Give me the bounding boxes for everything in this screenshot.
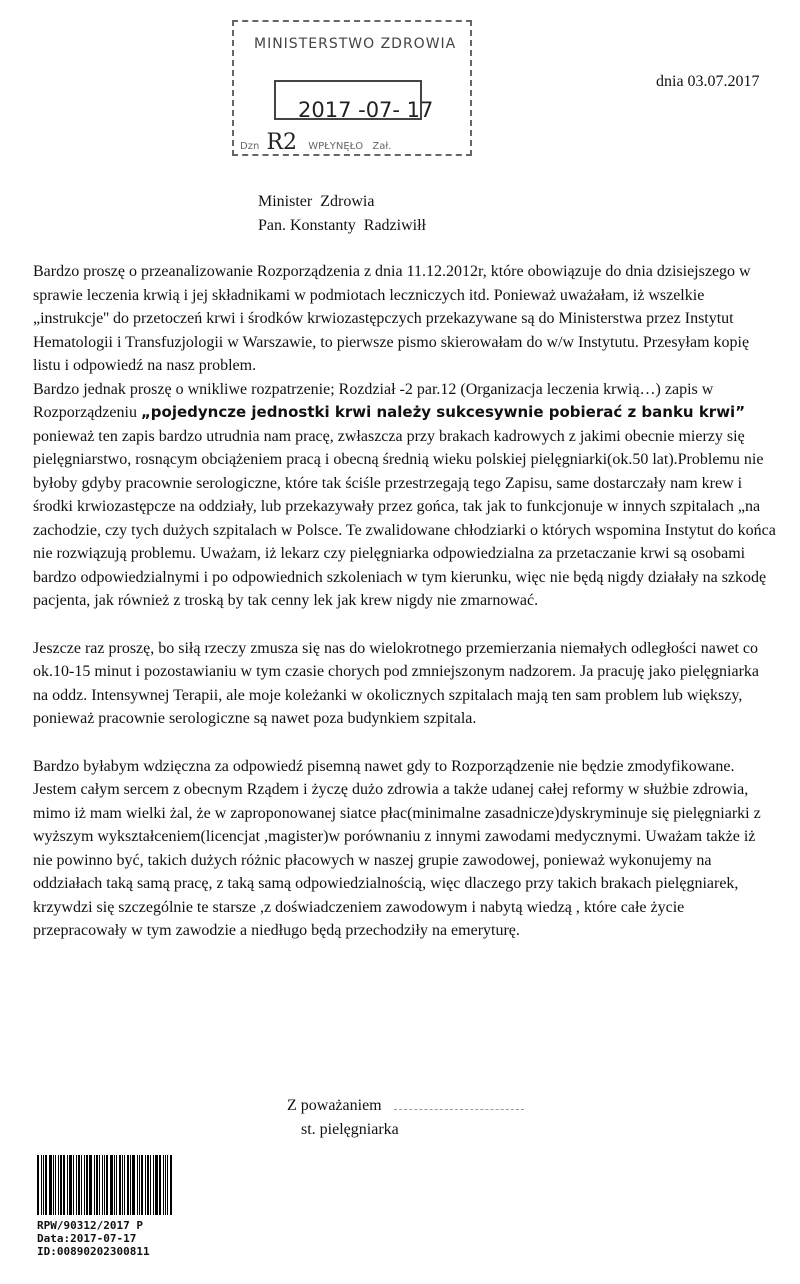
stamp-footer-label: Dzn — [240, 141, 260, 152]
redacted-name — [394, 1099, 524, 1110]
barcode-date: Data:2017-07-17 — [37, 1232, 137, 1245]
closing-title: st. pielęgniarka — [301, 1121, 399, 1138]
paragraph-gap — [33, 731, 778, 755]
barcode-bar — [170, 1155, 172, 1215]
closing-line-2 — [287, 1118, 524, 1142]
barcode-bar — [69, 1155, 72, 1215]
barcode-bar — [53, 1155, 54, 1215]
barcode-bar — [94, 1155, 95, 1215]
barcode-bar — [76, 1155, 77, 1215]
addressee-line-1: Minister Zdrowia — [258, 193, 375, 210]
barcode-bar — [155, 1155, 158, 1215]
barcode-bar — [78, 1155, 80, 1215]
barcode-bar — [55, 1155, 56, 1215]
addressee-block — [258, 190, 426, 238]
letter-body — [33, 260, 778, 943]
barcode-bar — [104, 1155, 105, 1215]
stamp-footer-received: WPŁYNĘŁO — [308, 141, 364, 152]
barcode-bar — [49, 1155, 52, 1215]
barcode-bar — [37, 1155, 39, 1215]
barcode-bar — [106, 1155, 108, 1215]
stamp-footer-attachment: Zał. — [372, 141, 392, 152]
barcode-bar — [127, 1155, 129, 1215]
registry-barcode — [37, 1155, 237, 1258]
barcode-bar — [150, 1155, 151, 1215]
barcode-bar — [119, 1155, 121, 1215]
barcode-bar — [167, 1155, 168, 1215]
barcode-bar — [139, 1155, 140, 1215]
barcode-bar — [102, 1155, 103, 1215]
paragraph-2-end: ponieważ ten zapis bardzo utrudnia nam pracę, zwłaszcza przy brakach kadrowych z jakimi obecnie mierzy się pielęgniarstwo, rosnącym obciążeniem pracą i obecną średnią wieku polskiej pielęgniarki(ok.50 lat).Problemu nie byłoby gdyby pracownie serologiczne, które tak ściśle przestrzegają tego Zapisu, same dostarczały nam krew i środki krwiozastępcze na oddziały, lub przekazywały przez gońca, tak jak to funkcjonuje w innych szpitalach „na zachodzie, czy tych dużych szpitalach w Polsce. Te zwalidowane chłodziarki o których wspomina Instytut do końca nie rozwiązują problemu. Uważam, iż lekarz czy pielęgniarka odpowiedzialna za przetaczanie krwi są osobami bardzo odpowiedzialnymi i po odpowiednich szkoleniach w tym kierunku, więc nie będą nigdy działały na szkodę pacjenta, jak również z troską by tak cenny lek jak krew nigdy nie zmarnować. — [33, 427, 776, 609]
quoted-regulation: „pojedyncze jednostki krwi należy sukcesywnie pobierać z banku krwi” — [140, 403, 746, 421]
stamp-date: 2017 -07- 17 — [298, 98, 434, 122]
barcode-bar — [132, 1155, 135, 1215]
paragraph-1: Bardzo proszę o przeanalizowanie Rozporządzenia z dnia 11.12.2012r, które obowiązuje do dnia dzisiejszego w sprawie leczenia krwią i jej składnikami w podmiotach leczniczych itd. Ponieważ uważałam, iż wszelkie „instrukcje'' do przetoczeń krwi i środków krwiozastępczych przekazywane są do Ministerstwa przez Instytut Hematologii i Transfuzjologii w Warszawie, to pierwsze pismo skierowałam do w/w Instytutu. Przesyłam kopię listu i odpowiedź na nasz problem. — [33, 263, 751, 374]
barcode-bar — [73, 1155, 74, 1215]
closing-salutation: Z poważaniem — [287, 1097, 382, 1114]
paragraph-2-start: Bardzo jednak proszę o wnikliwe rozpatrzenie; Rozdział -2 par.12 (Organizacja leczenia krwią…) zapis w Rozporządzeniu — [33, 380, 714, 421]
paragraph-3: Jeszcze raz proszę, bo siłą rzeczy zmusza się nas do wielokrotnego przemierzania niemałych odległości nawet co ok.10-15 minut i pozostawianiu w tym czasie chorych pod zmniejszonym nadzorem. Ja pracuję jako pielęgniarka na oddz. Intensywnej Terapii, ale moje koleżanki w okolicznych szpitalach mają ten sam problem lub większy, ponieważ pracownie serologiczne są nawet poza budynkiem szpitala. — [33, 639, 759, 727]
barcode-bar — [141, 1155, 143, 1215]
barcode-bar — [60, 1155, 62, 1215]
barcode-bar — [58, 1155, 59, 1215]
barcode-bar — [86, 1155, 88, 1215]
barcode-bar — [130, 1155, 131, 1215]
barcode-id: ID:00890202300811 — [37, 1245, 150, 1258]
paragraph-4: Bardzo byłabym wdzięczna za odpowiedź pisemną nawet gdy to Rozporządzenie nie będzie zmodyfikowane. Jestem całym sercem z obecnym Rządem i życzę dużo zdrowia a także udanej całej reformy w służbie zdrowia, mimo iż mam wielki żal, że w zaproponowanej siatce płac(minimalne zasadnicze)dyskryminuje się pielęgniarki z wyższym wykształceniem(licencjat ,magister)w porównaniu z innymi zawodami medycznymi. Uważam także iż nie powinno być, takich dużych różnic płacowych w naszej grupie zawodowej, ponieważ wykonujemy na oddziałach taką samą pracę, z taką samą odpowiedzialnością, więc dlaczego przy takich brakach pielęgniarek, krzywdzi się szczególnie te starsze ,z doświadczeniem zawodowym i nabytą wiedzą , które całe życie przepracowały w tym zawodzie a niedługo będą przechodziły na emeryturę. — [33, 757, 761, 939]
barcode-bar — [145, 1155, 146, 1215]
stamp-handwritten-mark: R2 — [266, 130, 298, 155]
barcode-bar — [163, 1155, 164, 1215]
barcode-image — [37, 1155, 237, 1215]
ministry-receipt-stamp — [232, 20, 472, 156]
stamp-footer — [240, 130, 391, 155]
barcode-bar — [43, 1155, 44, 1215]
barcode-bar — [110, 1155, 113, 1215]
barcode-bar — [137, 1155, 138, 1215]
barcode-bar — [165, 1155, 166, 1215]
barcode-bar — [45, 1155, 47, 1215]
barcode-bar — [124, 1155, 125, 1215]
barcode-bar — [84, 1155, 85, 1215]
addressee-line-2: Pan. Konstanty Radziwiłł — [258, 217, 426, 234]
barcode-caption — [37, 1219, 237, 1258]
barcode-reference: RPW/90312/2017 P — [37, 1219, 143, 1232]
barcode-bar — [67, 1155, 68, 1215]
barcode-bar — [99, 1155, 100, 1215]
barcode-bar — [41, 1155, 42, 1215]
closing-line-1 — [287, 1094, 524, 1118]
letter-date: dnia 03.07.2017 — [656, 73, 760, 90]
barcode-bar — [122, 1155, 123, 1215]
barcode-bar — [159, 1155, 161, 1215]
paragraph-gap — [33, 613, 778, 637]
closing-block — [287, 1094, 524, 1142]
barcode-bar — [81, 1155, 82, 1215]
barcode-bar — [89, 1155, 92, 1215]
barcode-bar — [63, 1155, 65, 1215]
stamp-title: MINISTERSTWO ZDROWIA — [254, 36, 457, 52]
barcode-bar — [147, 1155, 149, 1215]
barcode-bar — [96, 1155, 98, 1215]
paragraph-2 — [33, 378, 778, 613]
barcode-bar — [116, 1155, 117, 1215]
barcode-bar — [114, 1155, 115, 1215]
barcode-bar — [153, 1155, 154, 1215]
